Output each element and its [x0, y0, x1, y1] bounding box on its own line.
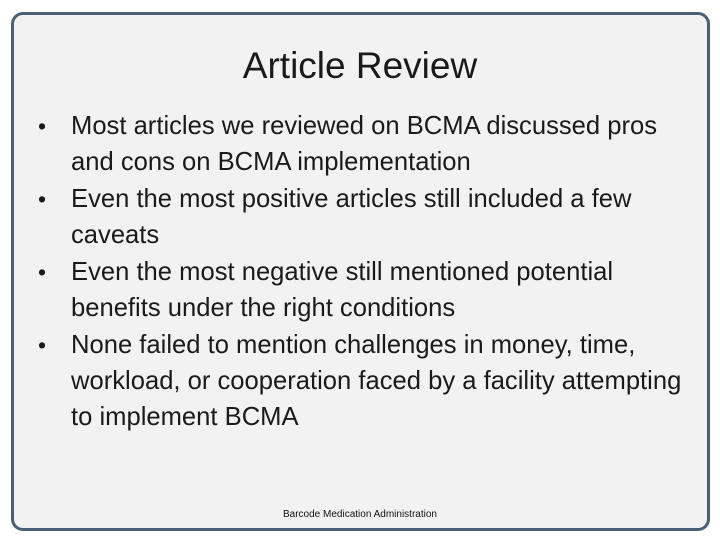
bullet-list — [38, 108, 688, 436]
bullet-text: None failed to mention challenges in money, time, workload, or cooperation faced by a facility attempting to implement BCMA — [71, 331, 682, 431]
bullet-icon: • — [38, 113, 47, 139]
bullet-icon: • — [38, 259, 47, 285]
slide-title: Article Review — [242, 45, 478, 86]
bullet-item — [38, 108, 688, 180]
bullet-icon: • — [38, 332, 47, 358]
bullet-item — [38, 327, 688, 435]
bullet-icon: • — [38, 186, 47, 212]
bullet-text: Even the most positive articles still included a few caveats — [71, 185, 632, 249]
bullet-text: Most articles we reviewed on BCMA discussed pros and cons on BCMA implementation — [71, 112, 658, 176]
bullet-item — [38, 181, 688, 253]
bullet-text: Even the most negative still mentioned potential benefits under the right conditions — [71, 258, 614, 322]
bullet-item — [38, 254, 688, 326]
slide-footer: Barcode Medication Administration — [283, 509, 437, 520]
